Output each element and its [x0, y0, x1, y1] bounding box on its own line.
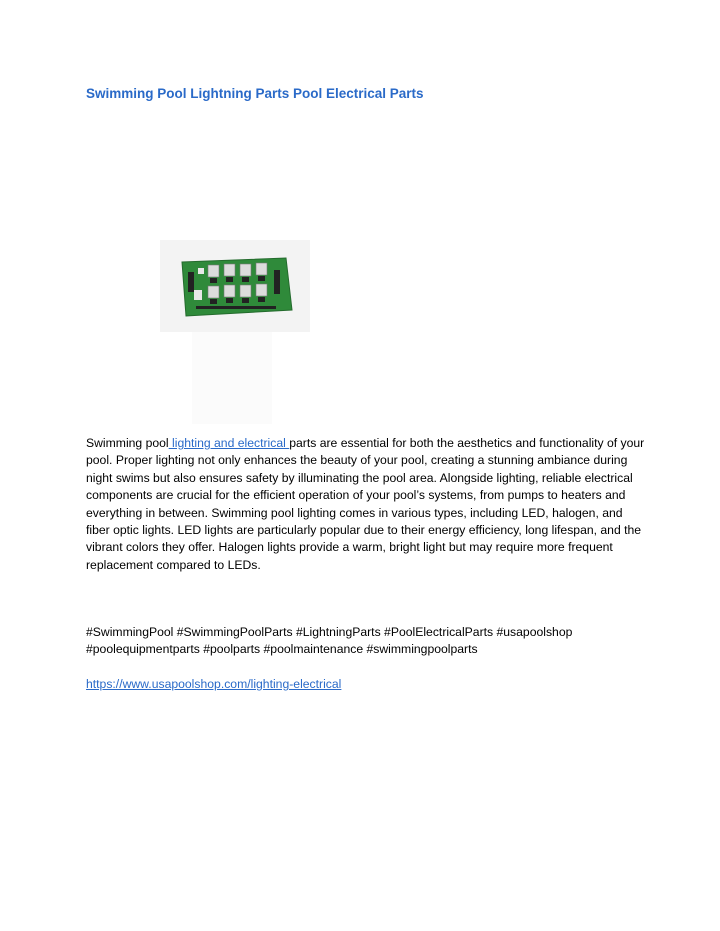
lighting-electrical-link[interactable]: lighting and electrical [168, 436, 290, 450]
source-url-link[interactable]: https://www.usapoolshop.com/lighting-electrical [86, 677, 342, 691]
paragraph-rest: parts are essential for both the aesthetics and functionality of your pool. Proper lighting not only enhances the beauty of your pool, creating a stunning ambiance during night swims but also ensures safety by illuminating the pool area. Alongside lighting, reliable electrical components are crucial for the efficient operation of your pool’s systems, from pumps to heaters and everything in between. Swimming pool lighting comes in various types, including LED, halogen, and fiber optic lights. LED lights are particularly popular due to their energy efficiency, long lifespan, and the vibrant colors they offer. Halogen lights provide a warm, bright light but may require more frequent replacement compared to LEDs. [86, 436, 645, 572]
document-title: Swimming Pool Lightning Parts Pool Electrical Parts [86, 86, 424, 101]
image-shadow [192, 332, 272, 424]
paragraph-prefix: Swimming pool [86, 436, 169, 450]
circuit-board-image [160, 240, 310, 332]
hashtags-text: #SwimmingPool #SwimmingPoolParts #LightningParts #PoolElectricalParts #usapoolshop #poolequipmentparts #poolparts #poolmaintenance #swimmingpoolparts [86, 625, 573, 657]
body-paragraph [86, 435, 646, 574]
